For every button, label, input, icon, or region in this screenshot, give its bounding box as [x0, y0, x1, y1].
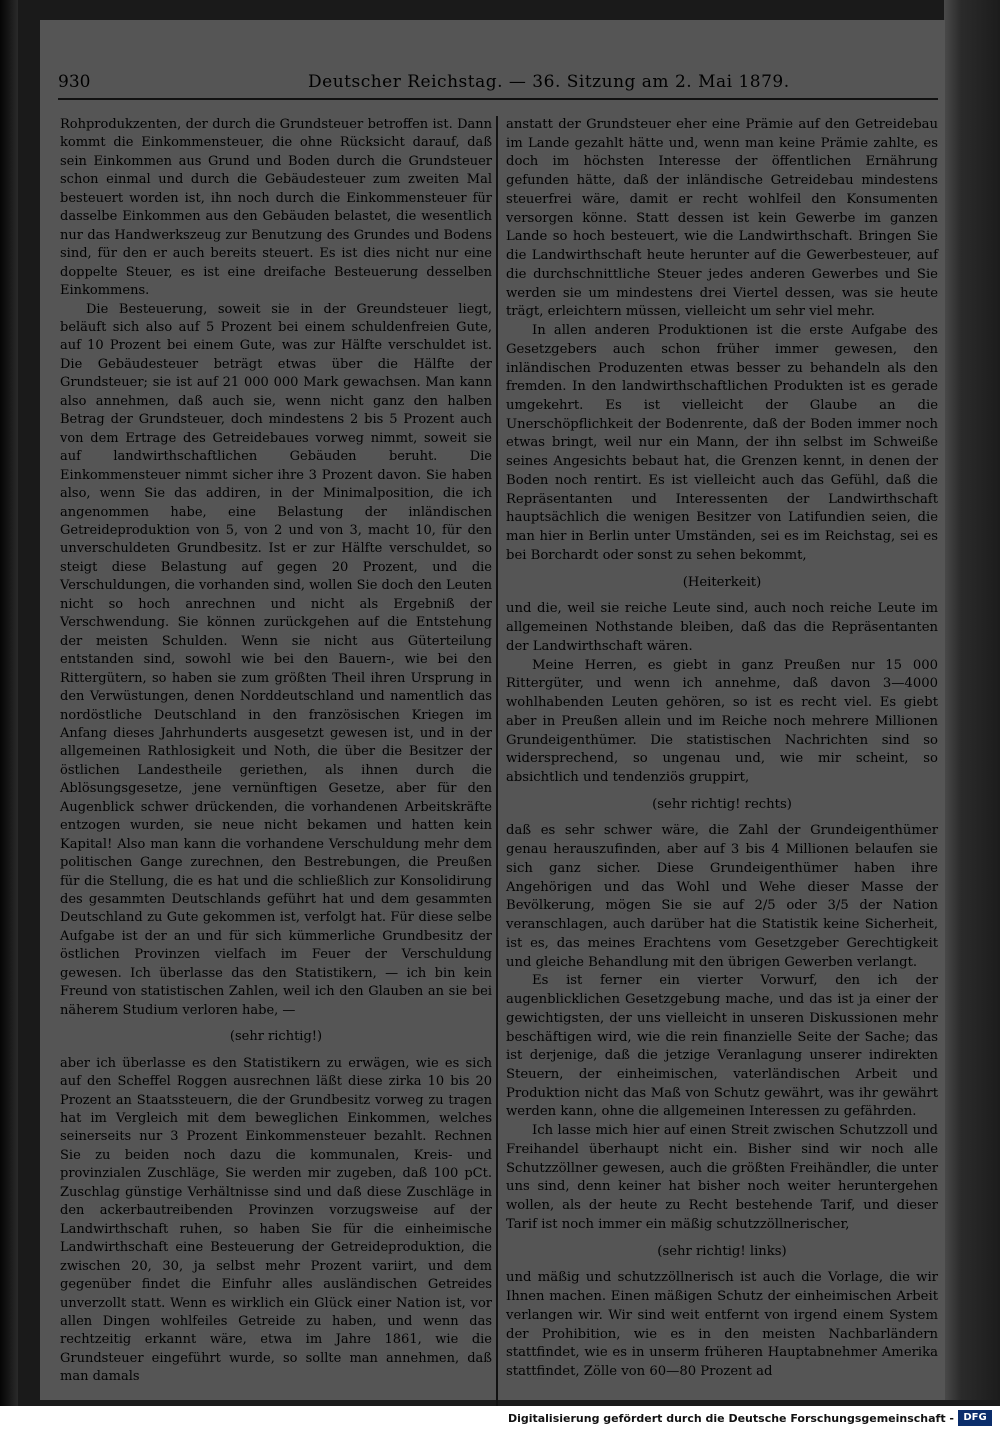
paragraph: und die, weil sie reiche Leute sind, auch noch reiche Leute im allgemeinen Nothstande bleiben, daß das die Repräsentanten der Landwirthschaft wären.	[506, 601, 938, 654]
paragraph: Meine Herren, es giebt in ganz Preußen nur 15 000 Rittergüter, und wenn ich annehme, daß davon 3—4000 wohlhabenden Leuten gehören, so ist es recht viel. Es giebt aber in Preußen allein und im Reiche noch mehrere Millionen Grundeigenthümer. Die statistischen Nachrichten sind so widersprechend, so ungenau und, wie mir scheint, so absichtlich und tendenziös gruppirt,	[506, 657, 938, 785]
interjection: (sehr richtig! links)	[657, 1243, 787, 1259]
paragraph: Es ist ferner ein vierter Vorwurf, den ich der augenblicklichen Gesetzgebung mache, und das ist ja einer der gewichtigsten, der uns vielleicht in unseren Diskussionen mehr beschäftigen wird, wie die rein finanzielle Seite der Sache; das ist derjenige, daß die jetzige Veranlagung unserer indirekten Steuern, der einheimischen, vaterländischen Arbeit und Produktion nicht das Maß von Schutz gewährt, was ihr gewährt werden kann, ohne die allgemeinen Interessen zu gefährden.	[506, 973, 938, 1120]
paragraph: anstatt der Grundsteuer eher eine Prämie auf den Getreidebau im Lande gezahlt hätte und, wenn man keine Prämie zahlte, es doch im höchsten Interesse der öffentlichen Ernährung gefunden hätte, daß der inländische Getreidebau mindestens steuerfrei wäre, damit er recht wohlfeil den Konsumenten versorgen könne. Statt dessen ist kein Gewerbe im ganzen Lande so hoch besteuert, wie die Landwirthschaft. Bringen Sie die Landwirthschaft heute herunter auf die Gewerbesteuer, auf die durchschnittliche Steuer jedes anderen Gewerbes und Sie werden sie um mindestens drei Viertel dessen, was sie heute trägt, erleichtern müssen, vielleicht um sehr viel mehr.	[506, 117, 938, 320]
running-title: Deutscher Reichstag. — 36. Sitzung am 2. Mai 1879.	[308, 72, 790, 92]
paragraph: und mäßig und schutzzöllnerisch ist auch die Vorlage, die wir Ihnen machen. Einen mäßigen Schutz der einheimischen Arbeit verlangen wir. Wir sind weit entfernt von irgend einem System der Prohibition, wie es in den meisten Nachbarländern stattfindet, wie es in unserm früheren Hauptabnehmer Amerika stattfindet, Zölle von 60—80 Prozent ad	[506, 1270, 938, 1379]
page-header	[58, 72, 938, 96]
paragraph: Rohprodukzenten, der durch die Grundsteuer betroffen ist. Dann kommt die Einkommensteuer, die ohne Rücksicht darauf, daß sein Einkommen aus Grund und Boden durch die Grundsteuer schon einmal und durch die Gebäudesteuer zum zweiten Mal besteuert worden ist, ihn noch durch die Einkommensteuer für dasselbe Einkommen aus den Gebäuden belastet, die wesentlich nur das Handwerkszeug zur Benutzung des Grundes und Bodens sind, für den er auch bereits steuert. Es ist dies nicht nur eine doppelte Steuer, es ist eine dreifache Besteuerung desselben Einkommens.	[60, 117, 492, 299]
paragraph: aber ich überlasse es den Statistikern zu erwägen, wie es sich auf den Scheffel Roggen ausrechnen läßt diese zirka 10 bis 20 Prozent an Staatssteuern, die der Grundbesitz vorweg zu tragen hat im Vergleich mit dem beweglichen Einkommen, welches seinerseits nur 3 Prozent Einkommensteuer bezahlt. Rechnen Sie zu beiden noch dazu die kommunalen, Kreis- und provinzialen Zuschläge, Sie werden mir zugeben, daß 100 pCt. Zuschlag günstige Verhältnisse sind und daß diese Zuschläge in den ackerbautreibenden Provinzen vorzugsweise auf der Landwirthschaft ruhen, so haben Sie für die einheimische Landwirthschaft eine Besteuerung der Getreideproduktion, die zwischen 20, 30, ja selbst mehr Prozent variirt, und dem gegenüber findet die Einfuhr alles ausländischen Getreides unverzollt statt. Wenn es wirklich ein Glück einer Nation ist, vor allen Dingen wohlfeiles Getreide zu haben, und wenn das rechtzeitig erkannt wäre, etwa im Jahre 1861, wie die Grundsteuer eingeführt wurde, so sollte man annehmen, daß man damals	[60, 1055, 492, 1385]
column-rule	[496, 116, 498, 1416]
interjection: (Heiterkeit)	[682, 574, 762, 590]
footer-credit: Digitalisierung gefördert durch die Deutsche Forschungsgemeinschaft -	[507, 1412, 954, 1425]
paragraph: Die Besteuerung, soweit sie in der Greundsteuer liegt, beläuft sich also auf 5 Prozent bei einem schuldenfreien Gute, auf 10 Prozent bei einem Gute, was zur Hälfte verschuldet ist. Die Gebäudesteuer beträgt etwas über die Hälfte der Grundsteuer; sie ist auf 21 000 000 Mark gewachsen. Man kann also annehmen, daß auch sie, wenn nicht ganz den halben Betrag der Grundsteuer, doch mindestens 2 bis 5 Prozent auch von dem Ertrage des Getreidebaues vorweg nimmt, soweit sie auf landwirthschaftlichen Gebäuden beruht. Die Einkommensteuer nimmt sicher ihre 3 Prozent davon. Sie haben also, wenn Sie das addiren, in der Minimalposition, die ich angenommen habe, eine Belastung der inländischen Getreideproduktion von 5, von 2 und von 3, macht 10, für den unverschuldeten Grundbesitz. Ist er zur Hälfte verschuldet, so steigt diese Belastung auf gegen 20 Prozent, und die Verschuldungen, die vorhanden sind, wollen Sie doch den Leuten nicht so hoch anrechnen und nicht als Ergebniß der Verschwendung. Sie können zurückgehen auf die Entstehung der meisten Schulden. Wenn sie nicht aus Güterteilung entstanden sind, sowohl wie bei den Bauern-, wie bei den Rittergütern, so haben sie zum größten Theil ihren Ursprung in den Verwüstungen, denen Norddeutschland und namentlich das nordöstliche Deutschland in den französischen Kriegen im Anfang dieses Jahrhunderts ausgesetzt gewesen ist, und in der allgemeinen Rathlosigkeit und Noth, die über die Besitzer der östlichen Landestheile geriethen, als ihnen durch die Ablösungsgesetze, jene vernünftigen Gesetze, aber für den Augenblick schwer drückenden, die vorhandenen Arbeitskräfte entzogen wurden, sie neue nicht bekamen und hatten kein Kapital! Also man kann die vorhandene Verschuldung mehr dem politischen Gange zurechnen, den Bestrebungen, die Preußen für die Stellung, die es hat und die schließlich zur Konsolidirung des gesammten Deutschlands geführt hat und dem gesammten Deutschland zu Gute gekommen ist, verfolgt hat. Für diese selbe Aufgabe ist der an und für sich kümmerliche Grundbesitz der östlichen Provinzen vielfach im Feuer der Verschuldung gewesen. Ich überlasse das den Statistikern, — ich bin kein Freund von statistischen Zahlen, weil ich den Glauben an sie bei näherem Studium verloren habe, —	[60, 301, 492, 1018]
interjection: (sehr richtig!)	[229, 1029, 323, 1045]
document-page	[40, 20, 945, 1400]
scan-edge-left	[0, 0, 18, 1432]
scan-edge-right	[944, 0, 1000, 1400]
paragraph: daß es sehr schwer wäre, die Zahl der Grundeigenthümer genau herauszufinden, aber auf 3 bis 4 Millionen belaufen sie sich ganz sicher. Diese Grundeigenthümer haben ihre Angehörigen und das Wohl und Wehe dieser Masse der Bevölkerung, mögen Sie sie auf 2/5 oder 3/5 der Nation veranschlagen, auch darüber hat die Statistik keine Sicherheit, ist es, das meines Erachtens vom Gesetzgeber Gerechtigkeit und gleiche Behandlung mit den übrigen Gewerben verlangt.	[506, 823, 938, 970]
left-column	[60, 116, 492, 1387]
right-column	[506, 116, 938, 1382]
dfg-logo: DFG	[958, 1410, 992, 1426]
page-number: 930	[58, 72, 91, 92]
digitization-footer	[0, 1406, 1000, 1432]
paragraph: Ich lasse mich hier auf einen Streit zwischen Schutzzoll und Freihandel überhaupt nicht ein. Bisher sind wir noch alle Schutzzöllner gewesen, auch die größten Freihändler, die unter uns sind, denn keiner hat bisher noch weiter heruntergehen wollen, als der heute zu Recht bestehende Tarif, und dieser Tarif ist noch immer ein mäßig schutzzöllnerischer,	[506, 1123, 938, 1232]
paragraph: In allen anderen Produktionen ist die erste Aufgabe des Gesetzgebers auch schon früher immer gewesen, den inländischen Produzenten etwas besser zu behandeln als den fremden. In den landwirthschaftlichen Produkten ist es gerade umgekehrt. Es ist vielleicht der Glaube an die Unerschöpflichkeit der Bodenrente, daß der Boden immer noch etwas bringt, weil nur ein Mann, der ihn selbst im Schweiße seines Angesichts bebaut hat, die Grenzen kennt, in denen der Boden noch rentirt. Es ist vielleicht auch das Gefühl, daß die Repräsentanten und Interessenten der Landwirthschaft hauptsächlich die wenigen Besitzer von Latifundien seien, die man hier in Berlin unter Umständen, sei es im Reichstag, sei es bei Borchardt oder sonst zu sehen bekommt,	[506, 323, 938, 563]
header-rule	[58, 98, 938, 100]
interjection: (sehr richtig! rechts)	[652, 796, 792, 812]
